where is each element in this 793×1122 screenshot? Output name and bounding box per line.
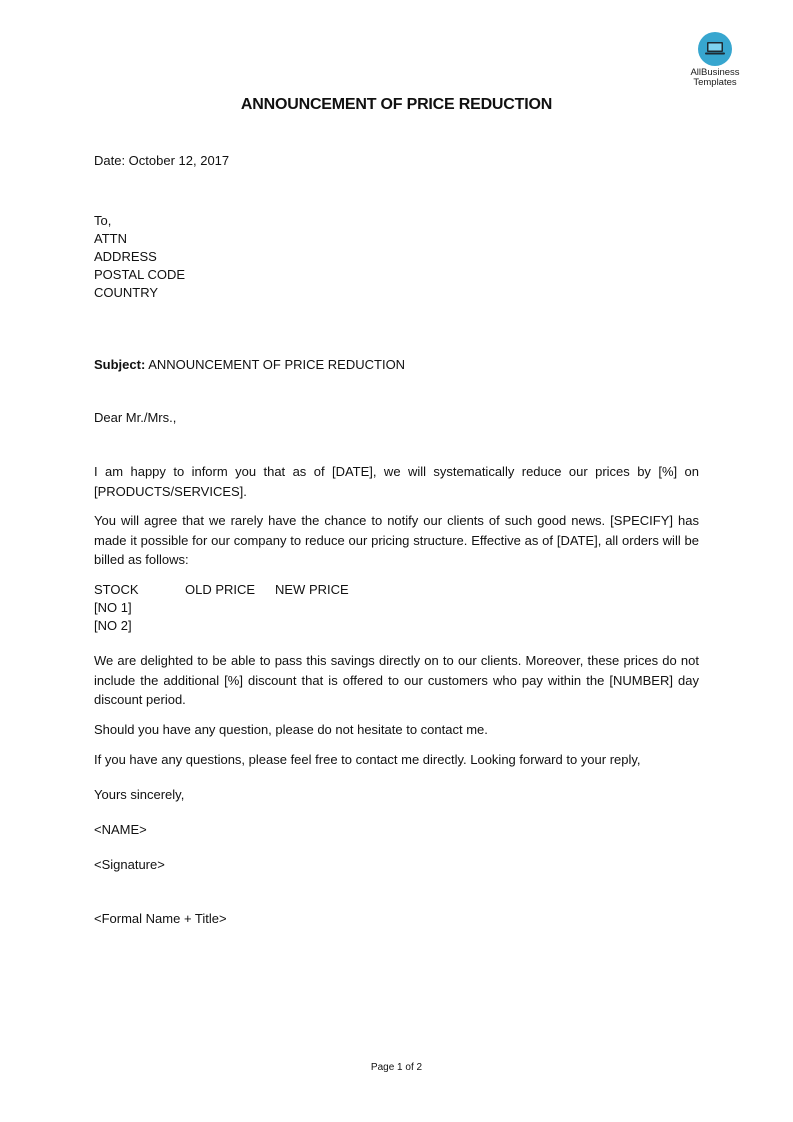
- salutation: Dear Mr./Mrs.,: [94, 410, 177, 425]
- paragraph-4: Should you have any question, please do not hesitate to contact me.: [94, 722, 488, 737]
- subject-text: ANNOUNCEMENT OF PRICE REDUCTION: [145, 357, 406, 372]
- subject-label: Subject:: [94, 357, 146, 372]
- paragraph-2: You will agree that we rarely have the chance to notify our clients of such good news. [SPECIFY] has made it possible for our company to reduce our pricing structure. Effective as of [DATE], all orders will be billed as follows:: [94, 513, 699, 567]
- logo-line-2: Templates: [693, 77, 737, 88]
- price-table-row: [NO 1]: [94, 600, 132, 615]
- formal-name-placeholder: <Formal Name + Title>: [94, 911, 227, 926]
- address-line: ADDRESS: [94, 249, 157, 264]
- logo-line-1: AllBusiness: [690, 67, 740, 78]
- address-line: ATTN: [94, 231, 127, 246]
- address-line: To,: [94, 213, 112, 228]
- paragraph-1: I am happy to inform you that as of [DATE], we will systematically reduce our prices by [%] on [PRODUCTS/SERVICES].: [94, 464, 699, 499]
- paragraph-3: We are delighted to be able to pass this savings directly on to our clients. Moreover, these prices do not include the additional [%] discount that is offered to our customers who pay within the [NUMBER] day discount period.: [94, 653, 699, 707]
- address-line: POSTAL CODE: [94, 267, 186, 282]
- column-header-old-price: OLD PRICE: [185, 582, 256, 597]
- logo: [684, 32, 746, 88]
- signature-placeholder: <Signature>: [94, 857, 165, 872]
- name-placeholder: <NAME>: [94, 822, 147, 837]
- address-block: [94, 212, 185, 302]
- column-header-stock: STOCK: [94, 582, 139, 597]
- logo-text: [684, 68, 746, 88]
- address-line: COUNTRY: [94, 285, 159, 300]
- page-number: Page 1 of 2: [370, 1062, 423, 1073]
- paragraph-5: If you have any questions, please feel free to contact me directly. Looking forward to your reply,: [94, 752, 641, 767]
- price-table-row: [NO 2]: [94, 618, 132, 633]
- closing: Yours sincerely,: [94, 787, 185, 802]
- date-line: Date: October 12, 2017: [94, 153, 230, 168]
- price-table: [94, 581, 349, 635]
- column-header-new-price: NEW PRICE: [275, 582, 349, 597]
- laptop-icon: [698, 32, 732, 66]
- subject-line: [94, 356, 405, 374]
- document-title: ANNOUNCEMENT OF PRICE REDUCTION: [240, 96, 553, 113]
- price-table-header: [94, 581, 349, 599]
